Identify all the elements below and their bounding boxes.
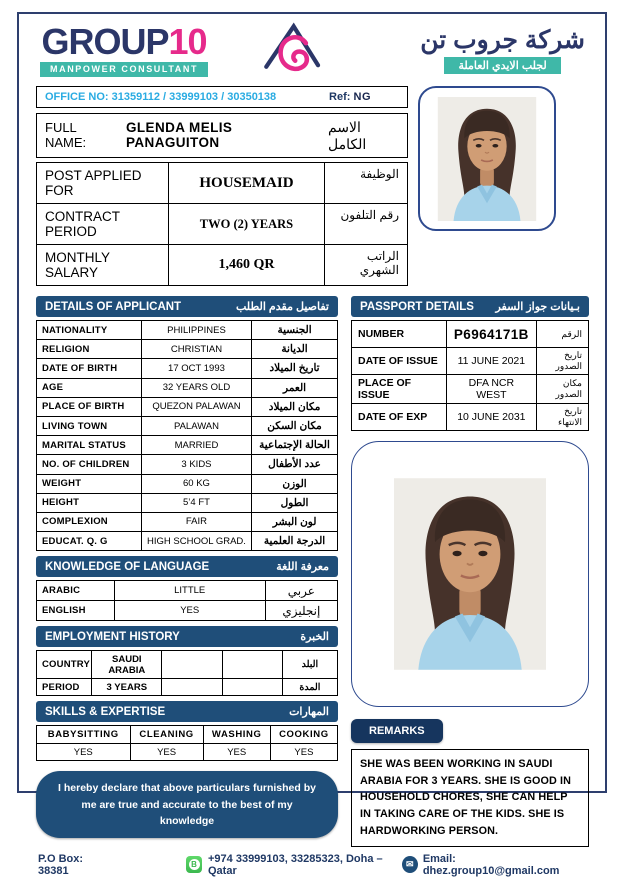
- job-value: HOUSEMAID: [169, 163, 324, 204]
- full-name-label-arabic: الاسم الكامل: [327, 119, 367, 152]
- employment-value: 3 YEARS: [92, 679, 162, 696]
- applicant-details-table: [36, 320, 338, 551]
- section-header-skills: [36, 701, 338, 722]
- brand-wordmark: [41, 20, 207, 62]
- table-row: [37, 163, 408, 204]
- job-label: MONTHLY SALARY: [37, 245, 169, 286]
- section-title: EMPLOYMENT HISTORY: [45, 630, 180, 643]
- email-text: Email: dhez.group10@gmail.com: [422, 852, 560, 877]
- brand-ten-text: 10: [168, 20, 207, 62]
- skill-value: YES: [130, 744, 203, 761]
- passport-value: DFA NCR WEST: [446, 375, 537, 404]
- full-name-value: GLENDA MELIS PANAGUITON: [126, 120, 233, 150]
- detail-label-arabic: الطول: [252, 493, 338, 512]
- company-subtitle-arabic: لجلب الايدي العاملة: [444, 57, 560, 74]
- detail-value: PALAWAN: [141, 416, 251, 435]
- applicant-photo-large: [351, 441, 589, 707]
- empty-cell: [162, 651, 222, 679]
- detail-value: HIGH SCHOOL GRAD.: [141, 532, 251, 551]
- table-row: [37, 436, 338, 455]
- left-column: [36, 291, 338, 838]
- detail-label: LIVING TOWN: [37, 416, 142, 435]
- detail-value: PHILIPPINES: [141, 321, 251, 340]
- detail-value: 32 YEARS OLD: [141, 378, 251, 397]
- employment-value: SAUDI ARABIA: [92, 651, 162, 679]
- table-row: [37, 726, 338, 744]
- section-title: KNOWLEDGE OF LANGUAGE: [45, 560, 210, 573]
- detail-label: NO. OF CHILDREN: [37, 455, 142, 474]
- section-header-language: [36, 556, 338, 577]
- section-header-details: [36, 296, 338, 317]
- company-name-arabic: شركة جروب تن: [420, 26, 585, 55]
- table-row: [37, 455, 338, 474]
- pobox-text: P.O Box: 38381: [38, 852, 84, 877]
- detail-label-arabic: عدد الأطفال: [252, 455, 338, 474]
- language-table: [36, 580, 338, 621]
- top-block: [36, 86, 589, 286]
- employment-label-arabic: البلد: [282, 651, 337, 679]
- skill-value: YES: [203, 744, 270, 761]
- passport-table: [351, 320, 589, 431]
- reference: [329, 91, 371, 103]
- office-number: OFFICE NO: 31359112 / 33999103 / 30350138: [45, 91, 277, 103]
- job-label-arabic: الراتب الشهري: [324, 245, 407, 286]
- applicant-photo-small: [418, 86, 556, 231]
- table-row: [37, 321, 338, 340]
- table-row: [37, 651, 338, 679]
- language-label: ENGLISH: [37, 601, 115, 621]
- phone-numbers: +974 33999103, 33285323, Doha – Qatar: [208, 852, 383, 877]
- detail-label-arabic: مكان السكن: [252, 416, 338, 435]
- employment-label: COUNTRY: [37, 651, 92, 679]
- detail-label: AGE: [37, 378, 142, 397]
- detail-value: QUEZON PALAWAN: [141, 397, 251, 416]
- table-row: [37, 416, 338, 435]
- table-row: [352, 375, 589, 404]
- detail-value: MARRIED: [141, 436, 251, 455]
- brand-group-text: GROUP: [41, 20, 169, 62]
- detail-label-arabic: الوزن: [252, 474, 338, 493]
- ref-label: Ref:: [329, 91, 351, 103]
- table-row: [37, 474, 338, 493]
- remarks-text: SHE WAS BEEN WORKING IN SAUDI ARABIA FOR 3 YEARS. SHE IS GOOD IN HOUSEHOLD CHORES, SHE CAN HELP IN TAKING CARE OF THE KIDS. SHE IS HARDWORKING PERSON.: [351, 749, 589, 847]
- table-row: [37, 340, 338, 359]
- section-title: SKILLS & EXPERTISE: [45, 705, 166, 718]
- passport-value: 11 JUNE 2021: [446, 348, 537, 375]
- detail-label: WEIGHT: [37, 474, 142, 493]
- skill-column: CLEANING: [130, 726, 203, 744]
- passport-label: DATE OF ISSUE: [352, 348, 447, 375]
- top-left-tables: [36, 86, 408, 286]
- language-label-arabic: عربي: [265, 581, 337, 601]
- detail-label: EDUCAT. Q. G: [37, 532, 142, 551]
- empty-cell: [162, 679, 222, 696]
- job-label-arabic: الوظيفة: [324, 163, 407, 204]
- brand-arabic: [420, 26, 585, 74]
- detail-label: DATE OF BIRTH: [37, 359, 142, 378]
- table-row: [37, 679, 338, 696]
- passport-label-arabic: مكان الصدور: [537, 375, 589, 404]
- table-row: [352, 404, 589, 431]
- table-row: [37, 359, 338, 378]
- table-row: [352, 348, 589, 375]
- section-title-arabic: بـيانات جواز السفر: [495, 301, 580, 313]
- brand-logo: [40, 20, 208, 77]
- skill-value: YES: [270, 744, 337, 761]
- language-value: YES: [114, 601, 265, 621]
- detail-value: FAIR: [141, 512, 251, 531]
- passport-label-arabic: الرقم: [537, 321, 589, 348]
- passport-label-arabic: تاريخ الصدور: [537, 348, 589, 375]
- email-block: [402, 853, 585, 877]
- section-header-passport: [351, 296, 589, 317]
- job-value: TWO (2) YEARS: [169, 204, 324, 245]
- detail-label-arabic: الدرجة العلمية: [252, 532, 338, 551]
- skill-column: COOKING: [270, 726, 337, 744]
- detail-label: HEIGHT: [37, 493, 142, 512]
- section-title-arabic: الخبرة: [300, 631, 329, 644]
- table-row: [37, 204, 408, 245]
- phone-block: [186, 853, 402, 877]
- section-title-arabic: معرفة اللغة: [276, 561, 329, 574]
- right-column: [351, 291, 589, 847]
- job-info-table: [36, 162, 408, 286]
- declaration-statement: I hereby declare that above particulars furnished by me are true and accurate to the best of my knowledge: [36, 771, 338, 838]
- full-name-row: [36, 113, 408, 158]
- table-row: [37, 397, 338, 416]
- header: [36, 16, 589, 82]
- employment-label-arabic: المدة: [282, 679, 337, 696]
- email-icon: ✉: [402, 856, 418, 873]
- job-value: 1,460 QR: [169, 245, 324, 286]
- passport-value: 10 JUNE 2031: [446, 404, 537, 431]
- detail-value: 3 KIDS: [141, 455, 251, 474]
- language-label: ARABIC: [37, 581, 115, 601]
- table-row: [37, 601, 338, 621]
- passport-label: PLACE OF ISSUE: [352, 375, 447, 404]
- table-row: [37, 581, 338, 601]
- language-value: LITTLE: [114, 581, 265, 601]
- passport-label: NUMBER: [352, 321, 447, 348]
- table-row: [37, 744, 338, 761]
- table-row: [37, 532, 338, 551]
- detail-label: PLACE OF BIRTH: [37, 397, 142, 416]
- company-droplet-logo-icon: [253, 18, 345, 82]
- employment-label: PERIOD: [37, 679, 92, 696]
- passport-value: P6964171B: [446, 321, 537, 348]
- section-title: DETAILS OF APPLICANT: [45, 300, 182, 313]
- section-header-employment: [36, 626, 338, 647]
- detail-label-arabic: الجنسية: [252, 321, 338, 340]
- detail-label: RELIGION: [37, 340, 142, 359]
- table-row: [37, 493, 338, 512]
- detail-label-arabic: الحالة الإجتماعية: [252, 436, 338, 455]
- detail-label-arabic: مكان الميلاد: [252, 397, 338, 416]
- detail-label: MARITAL STATUS: [37, 436, 142, 455]
- skill-column: WASHING: [203, 726, 270, 744]
- table-row: [37, 245, 408, 286]
- detail-label: COMPLEXION: [37, 512, 142, 531]
- brand-subtitle: MANPOWER CONSULTANT: [40, 62, 208, 77]
- detail-label-arabic: لون البشر: [252, 512, 338, 531]
- footer: [36, 847, 589, 881]
- section-title-arabic: تفاصيل مقدم الطلب: [236, 301, 329, 313]
- office-number-row: [36, 86, 408, 108]
- section-title: PASSPORT DETAILS: [360, 300, 474, 313]
- job-label: CONTRACT PERIOD: [37, 204, 169, 245]
- ref-value: NG: [353, 91, 371, 103]
- remarks-heading: REMARKS: [351, 719, 443, 743]
- detail-label-arabic: العمر: [252, 378, 338, 397]
- table-row: [37, 512, 338, 531]
- job-label-arabic: رقم التلفون: [324, 204, 407, 245]
- detail-value: 60 KG: [141, 474, 251, 493]
- section-title-arabic: المهارات: [289, 706, 329, 719]
- detail-value: 5’4 FT: [141, 493, 251, 512]
- detail-value: CHRISTIAN: [141, 340, 251, 359]
- job-label: POST APPLIED FOR: [37, 163, 169, 204]
- language-label-arabic: إنجليزي: [265, 601, 337, 621]
- skill-value: YES: [37, 744, 131, 761]
- detail-label-arabic: تاريخ الميلاد: [252, 359, 338, 378]
- passport-label-arabic: تاريخ الانتهاء: [537, 404, 589, 431]
- table-row: [352, 321, 589, 348]
- empty-cell: [222, 651, 282, 679]
- detail-label-arabic: الديانة: [252, 340, 338, 359]
- chat-app-icon: B: [186, 856, 202, 873]
- employment-table: [36, 650, 338, 696]
- table-row: [37, 378, 338, 397]
- main-columns: [36, 291, 589, 847]
- full-name-label: FULL NAME:: [45, 120, 87, 150]
- empty-cell: [222, 679, 282, 696]
- passport-label: DATE OF EXP: [352, 404, 447, 431]
- detail-label: NATIONALITY: [37, 321, 142, 340]
- skills-table: [36, 725, 338, 761]
- detail-value: 17 OCT 1993: [141, 359, 251, 378]
- skill-column: BABYSITTING: [37, 726, 131, 744]
- cv-document: [17, 12, 607, 877]
